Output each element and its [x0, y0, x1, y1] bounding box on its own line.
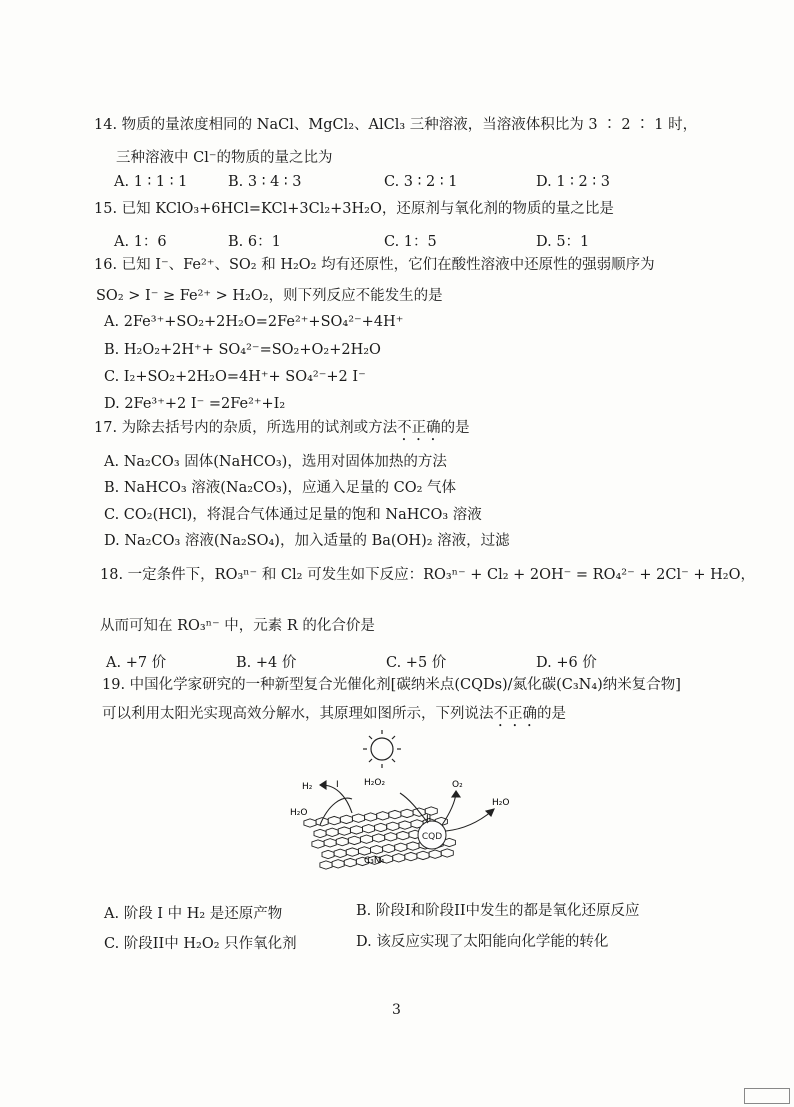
label-o2: O₂	[452, 780, 463, 790]
cqd-particle	[418, 821, 446, 849]
lattice-hexagon	[352, 814, 364, 822]
q17-option-c: C. CO₂(HCl)，将混合气体通过足量的饱和 NaHCO₃ 溶液	[104, 507, 482, 523]
lattice-hexagon	[395, 843, 407, 851]
q17-option-d: D. Na₂CO₃ 溶液(Na₂SO₄)，加入适量的 Ba(OH)₂ 溶液，过滤	[104, 533, 510, 549]
lattice-hexagon	[312, 840, 324, 848]
lattice-hexagon	[324, 839, 336, 847]
lattice-hexagon	[350, 826, 362, 834]
q19-option-d: D. 该反应实现了太阳能向化学能的转化	[356, 934, 609, 950]
q15-stem-line1: 15. 已知 KClO₃+6HCl=KCl+3Cl₂+3H₂O，还原剂与氧化剂的物质的量之比是	[94, 201, 614, 217]
q15-option-a: A. 1：6	[114, 234, 167, 250]
lattice-hexagon	[360, 835, 372, 843]
lattice-hexagon	[363, 825, 375, 833]
q14-option-b: B. 3 ∶ 4 ∶ 3	[228, 174, 302, 190]
lattice-hexagon	[336, 837, 348, 845]
q19-option-c: C. 阶段II中 H₂O₂ 只作氧化剂	[104, 936, 297, 952]
q18-option-d: D. +6 价	[536, 655, 597, 671]
lattice-hexagon	[304, 819, 316, 827]
q19-stem-line1: 19. 中国化学家研究的一种新型复合光催化剂[碳纳米点(CQDs)/氮化碳(C₃N₄)纳米复合物]	[102, 677, 681, 693]
lattice-hexagon	[348, 836, 360, 844]
lattice-hexagon	[377, 812, 389, 820]
q15-option-d: D. 5：1	[536, 234, 590, 250]
q16-stem-line2: SO₂ > I⁻ ≥ Fe²⁺ > H₂O₂，则下列反应不能发生的是	[96, 288, 443, 304]
q18-option-c: C. +5 价	[386, 655, 447, 671]
label-c3n4: C₃N₄	[364, 856, 385, 866]
q15-option-b: B. 6：1	[228, 234, 281, 250]
lattice-hexagon	[429, 850, 441, 858]
q18-stem-line2: 从而可知在 RO₃ⁿ⁻ 中，元素 R 的化合价是	[100, 618, 375, 634]
q18-stem-line1: 18. 一定条件下，RO₃ⁿ⁻ 和 Cl₂ 可发生如下反应：RO₃ⁿ⁻ + Cl₂ + 2OH⁻ = RO₄²⁻ + 2Cl⁻ + H₂O，	[100, 567, 755, 583]
q14-option-d: D. 1 ∶ 2 ∶ 3	[536, 174, 610, 190]
q19-option-a: A. 阶段 I 中 H₂ 是还原产物	[104, 906, 283, 922]
lattice-hexagon	[405, 852, 417, 860]
sun-icon	[363, 730, 401, 768]
lattice-hexagon	[332, 860, 344, 868]
lattice-hexagon	[417, 851, 429, 859]
lattice-hexagon	[375, 823, 387, 831]
lattice-hexagon	[346, 848, 358, 856]
arrow-to-o2	[442, 793, 456, 825]
lattice-hexagon	[397, 831, 409, 839]
q14-option-c: C. 3 ∶ 2 ∶ 1	[384, 174, 458, 190]
q17-option-b: B. NaHCO₃ 溶液(Na₂CO₃)，应通入足量的 CO₂ 气体	[104, 480, 457, 496]
q18-option-a: A. +7 价	[106, 655, 167, 671]
cqd-label: CQD	[421, 832, 443, 842]
lattice-hexagon	[344, 858, 356, 866]
q17-stem-pre: 17. 为除去括号内的杂质，所选用的试剂或方法	[94, 420, 398, 436]
q18-option-b: B. +4 价	[236, 655, 297, 671]
label-stage-2: II	[426, 814, 432, 824]
q16-stem-line1: 16. 已知 I⁻、Fe²⁺、SO₂ 和 H₂O₂ 均有还原性，它们在酸性溶液中还原性的强弱顺序为	[94, 257, 655, 273]
lattice-hexagon	[385, 833, 397, 841]
q19-stem-emphasis: 不正确	[493, 706, 537, 722]
lattice-hexagon	[399, 821, 411, 829]
lattice-hexagon	[326, 828, 338, 836]
lattice-hexagon	[328, 816, 340, 824]
q17-option-a: A. Na₂CO₃ 固体(NaHCO₃)，选用对固体加热的方法	[104, 454, 447, 470]
lattice-hexagon	[401, 809, 413, 817]
arrow-to-h2o	[446, 811, 492, 831]
q17-stem-post: 的是	[440, 420, 470, 436]
arrowhead-o2	[452, 791, 460, 797]
corner-logo	[744, 1088, 790, 1104]
q17-stem-emphasis: 不正确	[397, 420, 441, 436]
q14-stem-line2: 三种溶液中 Cl⁻的物质的量之比为	[116, 150, 333, 166]
page-number: 3	[392, 1002, 401, 1018]
q16-option-a: A. 2Fe³⁺+SO₂+2H₂O=2Fe²⁺+SO₄²⁻+4H⁺	[104, 314, 404, 330]
lattice-hexagon	[387, 822, 399, 830]
label-h2: H₂	[302, 782, 313, 792]
lattice-hexagon	[340, 815, 352, 823]
lattice-hexagon	[320, 861, 332, 869]
q19-option-b: B. 阶段I和阶段II中发生的都是氧化还原反应	[356, 903, 640, 919]
q19-stem-pre: 可以利用太阳光实现高效分解水，其原理如图所示，下列说法	[102, 706, 494, 722]
lattice-hexagon	[441, 849, 453, 857]
label-h2o-right: H₂O	[492, 798, 510, 808]
lattice-hexagon	[373, 834, 385, 842]
q17-stem-line1	[94, 420, 714, 444]
arrow-h2o2-to-cqd	[400, 793, 428, 823]
q16-option-c: C. I₂+SO₂+2H₂O=4H⁺+ SO₄²⁻+2 I⁻	[104, 369, 366, 385]
lattice-hexagon	[314, 829, 326, 837]
lattice-hexagon	[389, 810, 401, 818]
lattice-hexagon	[407, 842, 419, 850]
q14-option-a: A. 1 ∶ 1 ∶ 1	[114, 174, 188, 190]
photocatalyst-diagram	[280, 725, 520, 885]
lattice-hexagon	[365, 813, 377, 821]
lattice-hexagon	[383, 844, 395, 852]
q16-option-b: B. H₂O₂+2H⁺+ SO₄²⁻=SO₂+O₂+2H₂O	[104, 342, 381, 358]
q19-stem-post: 的是	[537, 706, 566, 722]
arrowhead-h2	[320, 781, 326, 789]
lattice-hexagon	[358, 847, 370, 855]
lattice-hexagon	[322, 850, 334, 858]
lattice-hexagon	[334, 849, 346, 857]
label-stage-1: I	[336, 780, 339, 790]
q15-option-c: C. 1：5	[384, 234, 437, 250]
lattice-hexagon	[316, 818, 328, 826]
lattice-hexagon	[338, 827, 350, 835]
q16-option-d: D. 2Fe³⁺+2 I⁻ =2Fe²⁺+I₂	[104, 396, 286, 412]
lattice-hexagon	[393, 854, 405, 862]
label-h2o2: H₂O₂	[364, 778, 386, 788]
lattice-hexagon	[371, 846, 383, 854]
q14-stem-line1: 14. 物质的量浓度相同的 NaCl、MgCl₂、AlCl₃ 三种溶液，当溶液体积比为 3 ∶ 2 ∶ 1 时，	[94, 117, 698, 133]
label-h2o-left: H₂O	[290, 808, 308, 818]
